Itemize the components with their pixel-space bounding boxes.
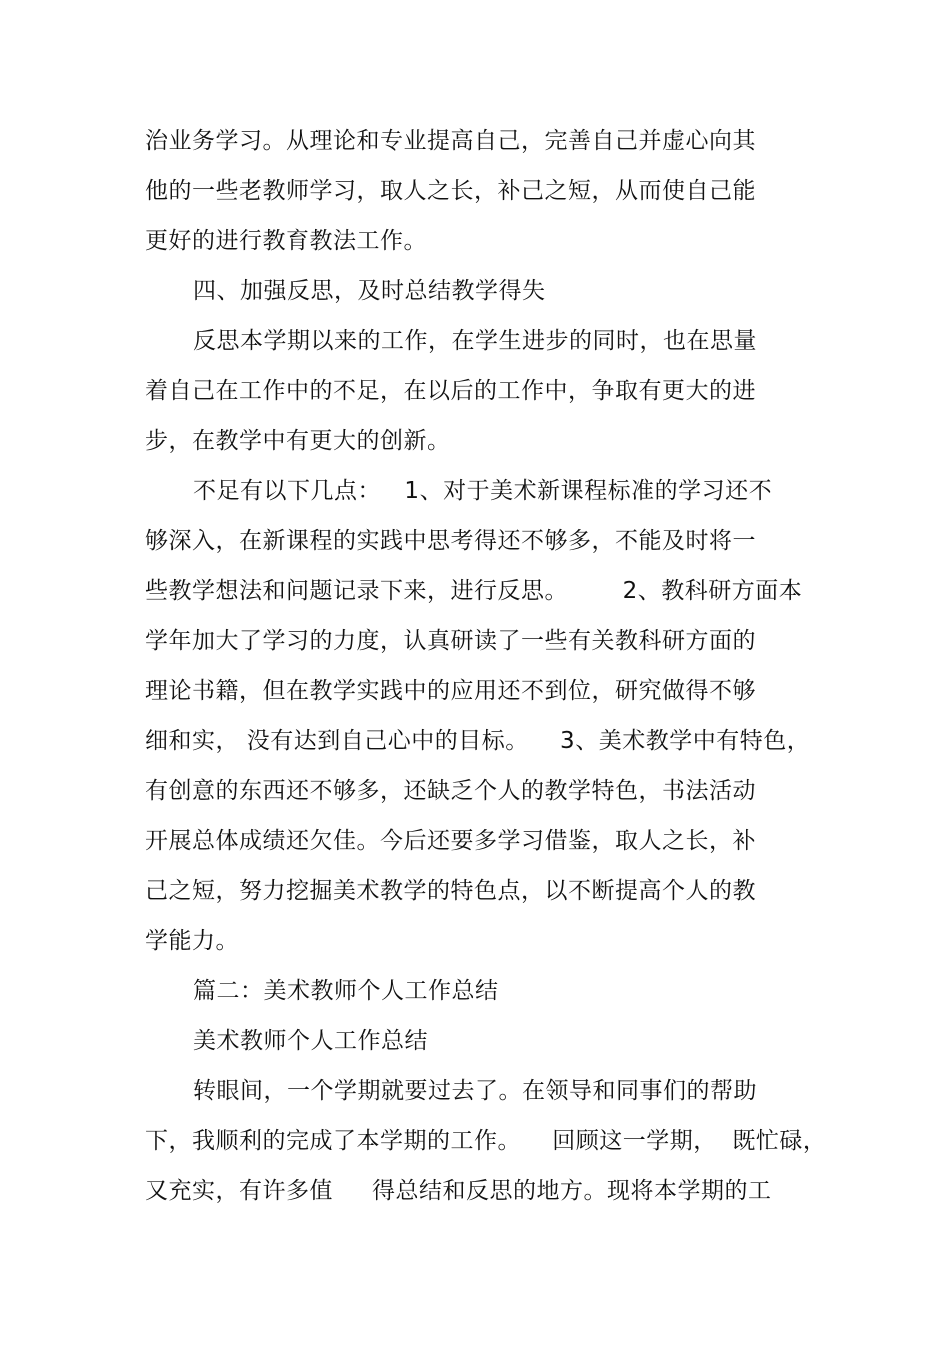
text-line: 他的一些老教师学习，取人之长，补己之短，从而使自己能 (145, 178, 756, 204)
text-line: 理论书籍，但在教学实践中的应用还不到位，研究做得不够 (145, 678, 756, 704)
text-line: 反思本学期以来的工作，在学生进步的同时，也在思量 (193, 328, 757, 354)
text-line: 己之短，努力挖掘美术教学的特色点，以不断提高个人的教 (145, 878, 756, 904)
text-line: 又充实，有许多值 得总结和反思的地方。现将本学期的工 (145, 1178, 772, 1204)
text-line: 开展总体成绩还欠佳。今后还要多学习借鉴，取人之长，补 (145, 828, 756, 854)
text-line: 够深入，在新课程的实践中思考得还不够多，不能及时将一 (145, 528, 756, 554)
text-line: 细和实， 没有达到自己心中的目标。 3、美术教学中有特色， (145, 728, 811, 754)
text-line: 些教学想法和问题记录下来，进行反思。 2、教科研方面本 (145, 578, 803, 604)
document-title: 美术教师个人工作总结 (193, 1028, 428, 1054)
text-line: 学能力。 (145, 928, 239, 954)
text-line: 治业务学习。从理论和专业提高自己，完善自己并虚心向其 (145, 128, 756, 154)
text-line: 更好的进行教育教法工作。 (145, 228, 427, 254)
text-line: 不足有以下几点： 1、对于美术新课程标准的学习还不 (193, 478, 773, 504)
text-line: 着自己在工作中的不足，在以后的工作中，争取有更大的进 (145, 378, 756, 404)
text-line: 转眼间，一个学期就要过去了。在领导和同事们的帮助 (193, 1078, 757, 1104)
section-heading: 四、加强反思，及时总结教学得失 (193, 278, 546, 304)
text-line: 有创意的东西还不够多，还缺乏个人的教学特色，书法活动 (145, 778, 756, 804)
text-line: 学年加大了学习的力度，认真研读了一些有关教科研方面的 (145, 628, 756, 654)
text-line: 步，在教学中有更大的创新。 (145, 428, 451, 454)
text-line: 下，我顺利的完成了本学期的工作。 回顾这一学期， 既忙碌， (145, 1128, 827, 1154)
section-heading: 篇二：美术教师个人工作总结 (193, 978, 499, 1004)
